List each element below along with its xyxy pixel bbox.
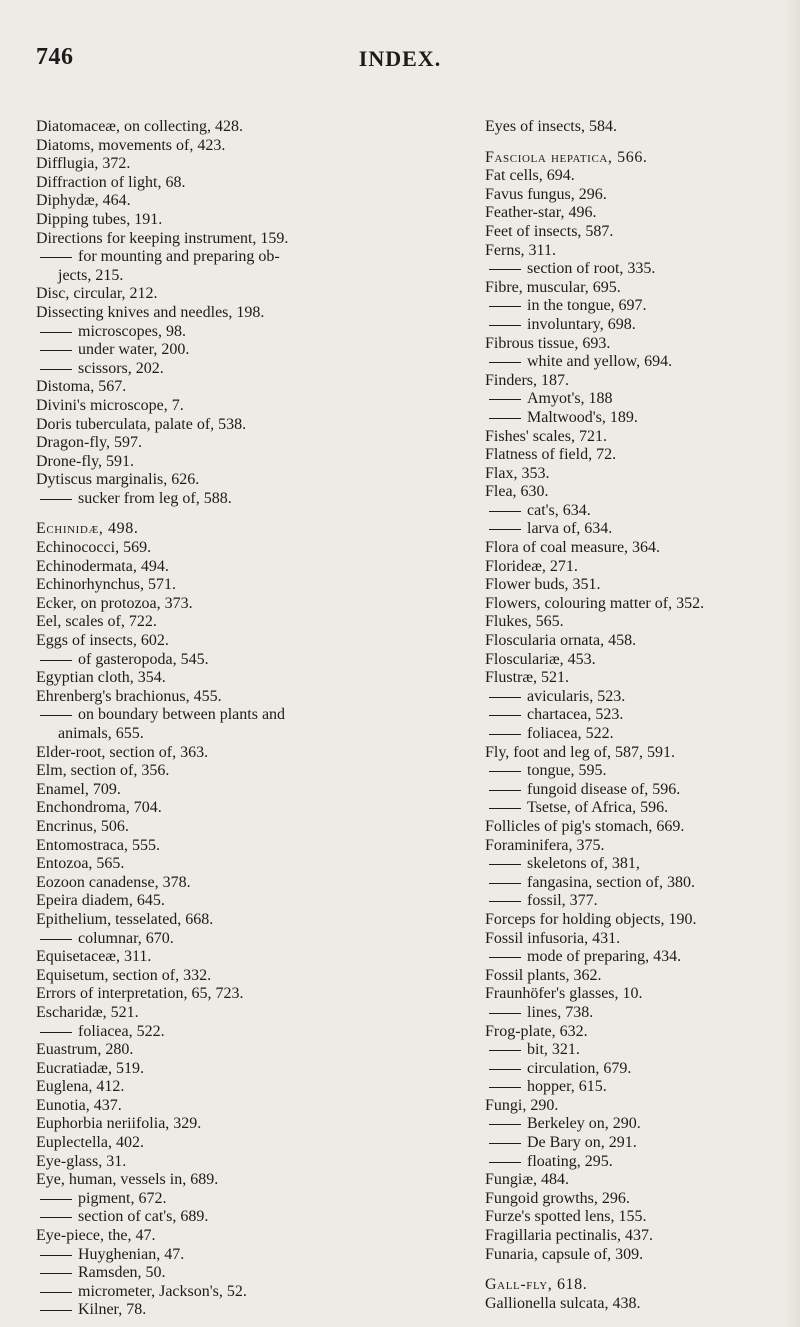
index-entry: Flowers, colouring matter of, 352.: [485, 594, 705, 612]
index-entry: Fibrous tissue, 693.: [485, 334, 611, 352]
index-entry: Epithelium, tesselated, 668.: [36, 910, 214, 928]
index-subentry: bit, 321.: [485, 1041, 795, 1060]
index-subentry: microscopes, 98.: [36, 323, 516, 342]
index-subentry: Berkeley on, 290.: [485, 1115, 795, 1134]
index-subentry: on boundary between plants and: [36, 706, 516, 725]
index-entry: Diphydæ, 464.: [36, 192, 131, 210]
index-entry: Dytiscus marginalis, 626.: [36, 471, 200, 489]
index-subentry: hopper, 615.: [485, 1078, 795, 1097]
index-entry: Fibre, muscular, 695.: [485, 278, 621, 296]
index-subentry: fungoid disease of, 596.: [485, 781, 795, 800]
index-subentry: skeletons of, 381,: [485, 855, 795, 874]
index-entry: Enchondroma, 704.: [36, 799, 162, 817]
index-entry: Disc, circular, 212.: [36, 285, 158, 303]
index-entry: Doris tuberculata, palate of, 538.: [36, 415, 247, 433]
index-entry: Ferns, 311.: [485, 241, 556, 259]
index-entry: Drone-fly, 591.: [36, 452, 135, 470]
index-entry: Fishes' scales, 721.: [485, 427, 607, 445]
index-entry: Gallionella sulcata, 438.: [485, 1294, 641, 1312]
index-entry: Errors of interpretation, 65, 723.: [36, 985, 244, 1003]
index-entry: Dipping tubes, 191.: [36, 210, 163, 228]
index-entry: Elder-root, section of, 363.: [36, 743, 209, 761]
index-subentry: foliacea, 522.: [485, 725, 795, 744]
index-entry: Eye-glass, 31.: [36, 1152, 127, 1170]
index-column-right: [485, 118, 795, 1313]
index-subentry: in the tongue, 697.: [485, 297, 795, 316]
index-entry: Fossil infusoria, 431.: [485, 929, 621, 947]
index-continuation: jects, 215.: [58, 266, 124, 284]
index-entry: Echinodermata, 494.: [36, 557, 169, 575]
index-column-left: [36, 118, 516, 1320]
index-entry: Equisetaceæ, 311.: [36, 948, 152, 966]
index-entry: Entozoa, 565.: [36, 855, 125, 873]
index-subentry: mode of preparing, 434.: [485, 948, 795, 967]
index-subentry: section of root, 335.: [485, 260, 795, 279]
index-entry: Elm, section of, 356.: [36, 762, 170, 780]
index-entry: Fragillaria pectinalis, 437.: [485, 1227, 653, 1245]
index-subentry: Kilner, 78.: [36, 1301, 516, 1320]
index-entry: Flower buds, 351.: [485, 576, 601, 594]
index-entry: Eggs of insects, 602.: [36, 632, 169, 650]
index-entry: Fungoid growths, 296.: [485, 1189, 630, 1207]
section-gap: [36, 508, 516, 520]
index-section-start: Fasciola hepatica, 566.: [485, 148, 648, 166]
index-entry: Florideæ, 271.: [485, 557, 578, 575]
index-entry: Directions for keeping instrument, 159.: [36, 229, 289, 247]
index-subentry: floating, 295.: [485, 1153, 795, 1172]
index-subentry: lines, 738.: [485, 1004, 795, 1023]
index-entry: Eunotia, 437.: [36, 1096, 122, 1114]
index-entry: Flora of coal measure, 364.: [485, 539, 661, 557]
index-entry: Equisetum, section of, 332.: [36, 966, 212, 984]
index-subentry: Ramsden, 50.: [36, 1264, 516, 1283]
index-entry: Eozoon canadense, 378.: [36, 873, 191, 891]
index-subentry: chartacea, 523.: [485, 706, 795, 725]
index-subentry: section of cat's, 689.: [36, 1208, 516, 1227]
index-entry: Frog-plate, 632.: [485, 1022, 588, 1040]
index-entry: Funaria, capsule of, 309.: [485, 1245, 644, 1263]
index-entry: Fly, foot and leg of, 587, 591.: [485, 743, 676, 761]
index-section-start: Gall-fly, 618.: [485, 1276, 588, 1294]
index-entry: Fraunhöfer's glasses, 10.: [485, 985, 643, 1003]
index-entry: Flea, 630.: [485, 483, 549, 501]
index-entry: Dissecting knives and needles, 198.: [36, 303, 265, 321]
index-subentry: Huyghenian, 47.: [36, 1246, 516, 1265]
index-subentry: fangasina, section of, 380.: [485, 874, 795, 893]
index-entry: Difflugia, 372.: [36, 155, 131, 173]
index-subentry: scissors, 202.: [36, 360, 516, 379]
section-gap: [485, 1264, 795, 1276]
index-subentry: circulation, 679.: [485, 1060, 795, 1079]
page-number: 746: [36, 44, 74, 70]
index-subentry: sucker from leg of, 588.: [36, 490, 516, 509]
index-entry: Fungiæ, 484.: [485, 1171, 570, 1189]
index-subentry: De Bary on, 291.: [485, 1134, 795, 1153]
index-entry: Favus fungus, 296.: [485, 185, 607, 203]
index-section-start: Echinidæ, 498.: [36, 520, 139, 538]
index-entry: Flax, 353.: [485, 464, 550, 482]
index-entry: Fat cells, 694.: [485, 167, 575, 185]
index-entry: Dragon-fly, 597.: [36, 434, 143, 452]
index-entry: Enamel, 709.: [36, 780, 121, 798]
index-subentry: foliacea, 522.: [36, 1023, 516, 1042]
index-entry: Euastrum, 280.: [36, 1041, 134, 1059]
index-entry: Echinococci, 569.: [36, 539, 152, 557]
index-entry: Furze's spotted lens, 155.: [485, 1208, 647, 1226]
index-entry: Escharidæ, 521.: [36, 1003, 139, 1021]
index-subentry: fossil, 377.: [485, 892, 795, 911]
index-entry: Euglena, 412.: [36, 1078, 125, 1096]
index-entry: Foraminifera, 375.: [485, 836, 605, 854]
index-entry: Echinorhynchus, 571.: [36, 576, 176, 594]
index-subentry: larva of, 634.: [485, 520, 795, 539]
index-entry: Flosculariæ, 453.: [485, 650, 596, 668]
index-entry: Entomostraca, 555.: [36, 836, 160, 854]
index-subentry: for mounting and preparing ob-: [36, 248, 516, 267]
index-entry: Diatomaceæ, on collecting, 428.: [36, 118, 244, 135]
index-entry: Ecker, on protozoa, 373.: [36, 594, 193, 612]
index-entry: Diatoms, movements of, 423.: [36, 136, 226, 154]
index-entry: Flukes, 565.: [485, 613, 564, 631]
index-entry: Divini's microscope, 7.: [36, 396, 184, 414]
index-subentry: avicularis, 523.: [485, 688, 795, 707]
index-entry: Feet of insects, 587.: [485, 222, 614, 240]
index-entry: Flustræ, 521.: [485, 669, 570, 687]
running-head: INDEX.: [358, 46, 442, 71]
index-entry: Ehrenberg's brachionus, 455.: [36, 687, 222, 705]
index-entry: Feather-star, 496.: [485, 204, 597, 222]
index-entry: Finders, 187.: [485, 371, 569, 389]
index-entry: Encrinus, 506.: [36, 817, 129, 835]
index-entry: Forceps for holding objects, 190.: [485, 910, 697, 928]
index-entry: Follicles of pig's stomach, 669.: [485, 817, 685, 835]
index-entry: Eucratiadæ, 519.: [36, 1059, 144, 1077]
index-entry: Flatness of field, 72.: [485, 446, 617, 464]
index-continuation: animals, 655.: [58, 725, 144, 742]
index-subentry: white and yellow, 694.: [485, 353, 795, 372]
index-subentry: under water, 200.: [36, 341, 516, 360]
index-entry: Epeira diadem, 645.: [36, 892, 165, 910]
section-gap: [485, 137, 795, 149]
index-entry: Egyptian cloth, 354.: [36, 669, 166, 687]
index-subentry: of gasteropoda, 545.: [36, 651, 516, 670]
index-subentry: cat's, 634.: [485, 502, 795, 521]
index-subentry: pigment, 672.: [36, 1190, 516, 1209]
index-entry: Eyes of insects, 584.: [485, 118, 617, 135]
index-subentry: Amyot's, 188: [485, 390, 795, 409]
index-entry: Euphorbia neriifolia, 329.: [36, 1115, 202, 1133]
index-entry: Distoma, 567.: [36, 378, 127, 396]
index-subentry: tongue, 595.: [485, 762, 795, 781]
page-edge: [786, 0, 800, 1327]
index-subentry: involuntary, 698.: [485, 316, 795, 335]
index-entry: Floscularia ornata, 458.: [485, 632, 637, 650]
index-entry: Eye-piece, the, 47.: [36, 1227, 156, 1245]
index-entry: Fungi, 290.: [485, 1096, 559, 1114]
index-entry: Fossil plants, 362.: [485, 966, 602, 984]
index-subentry: Maltwood's, 189.: [485, 409, 795, 428]
index-subentry: Tsetse, of Africa, 596.: [485, 799, 795, 818]
index-entry: Eye, human, vessels in, 689.: [36, 1171, 219, 1189]
index-entry: Diffraction of light, 68.: [36, 173, 186, 191]
index-subentry: micrometer, Jackson's, 52.: [36, 1283, 516, 1302]
index-entry: Eel, scales of, 722.: [36, 613, 157, 631]
index-entry: Euplectella, 402.: [36, 1134, 144, 1152]
index-subentry: columnar, 670.: [36, 930, 516, 949]
